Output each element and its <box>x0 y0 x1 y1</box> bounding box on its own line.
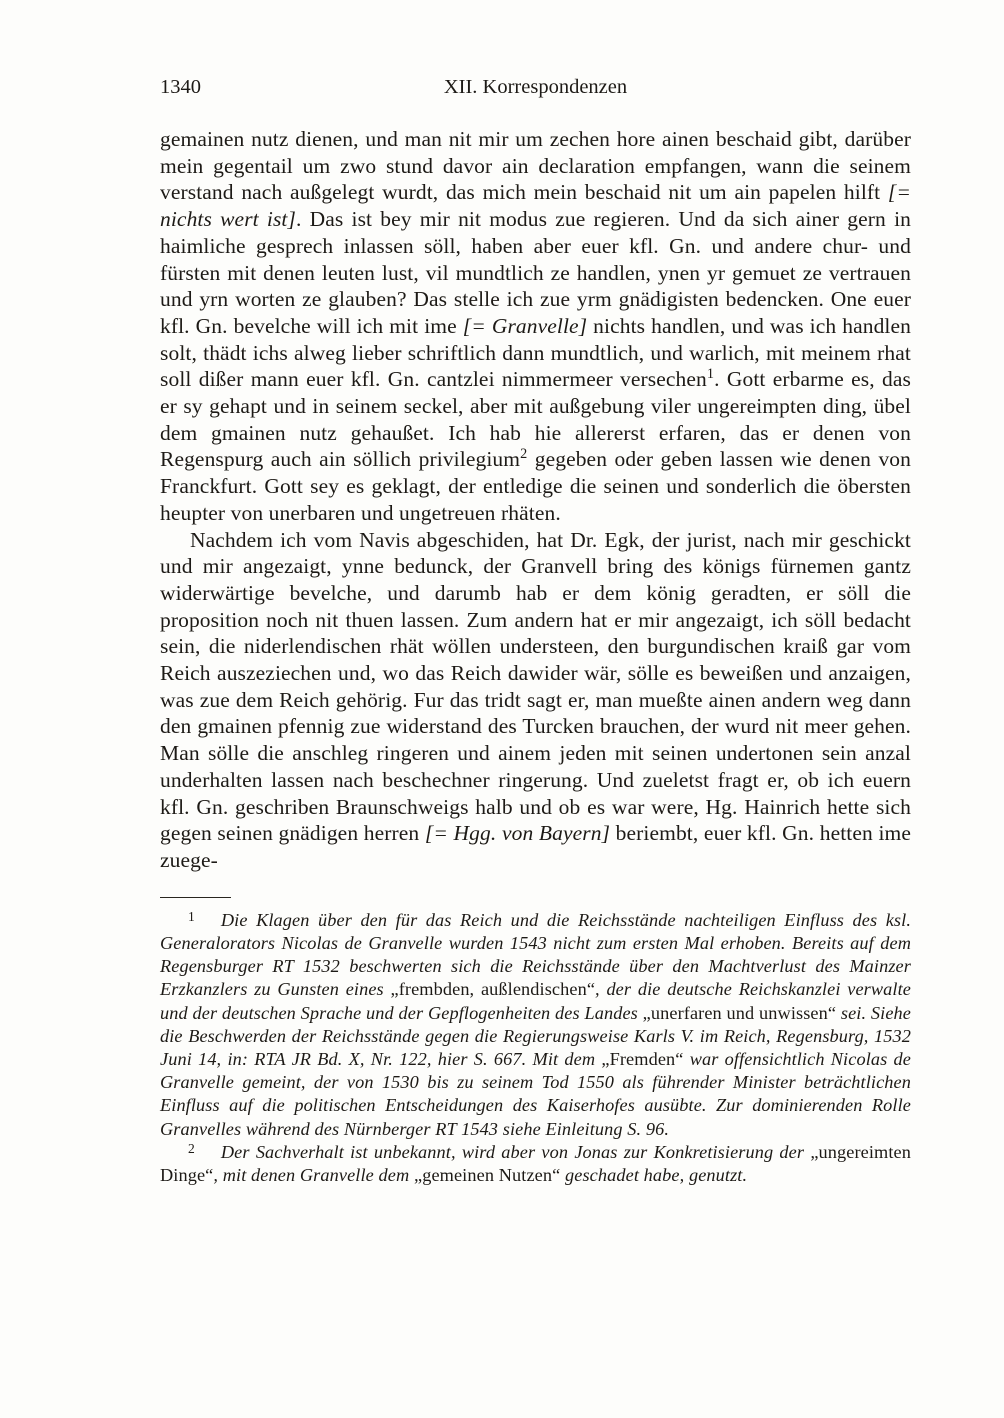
text-run: [= Hgg. von Bayern] <box>424 821 611 846</box>
footnote-number: 2 <box>188 1140 195 1156</box>
text-run: war offensichtlich Nicolas de Granvelle gemeint, der von 1530 bis zu seinem Tod 1550 als führender Minister beträchtlichen Einfluss auf die politischen Entscheidungen des Kaiserhofes ausübte. Zur dominierenden Rolle Granvelles während des Nürnberger RT 1543 siehe Einleitung S. 96. <box>160 1048 911 1139</box>
text-run: beriembt, euer kfl. Gn. hetten ime zuege- <box>160 821 912 872</box>
footnotes-section <box>160 897 911 1187</box>
footnote-reference-marker: 2 <box>520 446 528 463</box>
page-number: 1340 <box>160 76 201 98</box>
text-run: [= Granvelle] <box>462 313 588 338</box>
text-run: , der die deutsche Reichskanzlei verwalte und der deutschen Sprache und der Gepflogenheiten des Landes <box>160 979 911 1023</box>
footnote-2 <box>160 1141 911 1187</box>
text-run: nichts handlen, und was ich handlen solt, thädt ichs alweg lieber schriftlich dann mundtlich, und warlich, mit meinem rhat soll dißer mann euer kfl. Gn. cantzlei nimmermeer versechen <box>160 313 911 392</box>
text-run: gemainen nutz dienen, und man nit mir um zechen hore ainen beschaid gibt, darüber mein gegentail um zwo stund davor ain declaration empfangen, wann die seinem verstand nach außgelegt wurdt, das mich mein beschaid nit um ain papelen hilft <box>160 127 911 205</box>
footnote-number: 1 <box>188 908 195 924</box>
text-run: gegeben oder geben lassen wie denen von Franckfurt. Gott sey es geklagt, der entledige die seinen und sonderlich die öbersten heupter von unerbaren und ungetreuen rhäten. <box>160 447 911 525</box>
text-run: [= nichts wert ist] <box>160 180 911 232</box>
running-head-title: XII. Korrespondenzen <box>443 76 628 98</box>
footnote-separator-rule <box>160 897 231 898</box>
running-header <box>160 76 911 104</box>
page-content <box>160 76 911 1187</box>
text-run: . Gott erbarme es, das er sy gehapt und in seinem seckel, aber mit außgebung viler ungereimpten ding, übel dem gmainen nutz gehaußet. Ich hab hie allererst erfaren, das er denen von Regenspurg auch ain söllich privilegium <box>160 367 911 472</box>
text-run: „frembden, außlendischen“ <box>390 979 596 1000</box>
text-run: „Fremden“ <box>601 1048 684 1069</box>
text-run: geschadet habe, genutzt. <box>560 1164 748 1185</box>
text-run: , mit denen Granvelle dem <box>213 1164 414 1185</box>
body-paragraph-1 <box>160 126 911 527</box>
footnote-1 <box>160 909 911 1141</box>
text-run: „gemeinen Nutzen“ <box>413 1164 561 1185</box>
text-run: Der Sachverhalt ist unbekannt, wird aber von Jonas zur Konkretisierung der <box>220 1141 811 1162</box>
footnote-reference-marker: 1 <box>706 366 715 383</box>
text-run: „unerfaren und unwissen“ <box>642 1002 837 1023</box>
text-run: Nachdem ich vom Navis abgeschiden, hat Dr. Egk, der jurist, nach mir geschickt und mir angezaigt, ynne bedunck, der Granvell bring des königs fürnemen gantz widerwärtige bevelche, und darumb hab er dem könig geradten, er söll die proposition noch nit thuen lassen. Zum andern hat er mir angezaigt, ich söll bedacht sein, die niderlendischen rhät wöllen understeen, den burgundischen kraiß gar vom Reich auszeziechen und, wo das Reich dawider wär, sölle es beweißen und anzaigen, was zue dem Reich gehörig. Fur das tridt sagt er, man mueßte ainen andern weg dann den gmainen pfennig zue widerstand des Turcken brauchen, der wurd nit meer gehen. Man sölle die anschleg ringeren und ainem jeden mit seinen undertonen sein anzal underhalten lassen nach beschechner ringerung. Und zueletst fragt er, ob ich euern kfl. Gn. geschriben Braunschweigs halb und ob es war were, Hg. Hainrich hette sich gegen seinen gnädigen herren <box>160 527 911 846</box>
text-run: . Das ist bey mir nit modus zue regieren. Und da sich ainer gern in haimliche gesprech inlassen söll, haben aber euer kfl. Gn. und andere chur- und fürsten mit denen leuten lust, vil mundtlich ze handlen, ynen yr gemuet ze vertrauen und yrn worten ze glauben? Das stelle ich zue yrm gnädigisten bedencken. One euer kfl. Gn. bevelche will ich mit ime <box>160 207 911 338</box>
text-run: Die Klagen über den für das Reich und die Reichsstände nachteiligen Einfluss des ksl. Generalorators Nicolas de Granvelle wurden 1543 nicht zum ersten Mal erhoben. Bereits auf dem Regensburger RT 1532 beschwerten sich die Reichsstände über den Machtverlust des Mainzer Erzkanzlers zu Gunsten eines <box>160 909 911 1000</box>
text-run: sei. Siehe die Beschwerden der Reichsstände gegen die Regierungsweise Karls V. im Reich, Regensburg, 1532 Juni 14, in: RTA JR Bd. X, Nr. 122, hier S. 667. Mit dem <box>160 1002 911 1069</box>
main-text-block <box>160 126 911 874</box>
text-run: „ungereimten Dinge“ <box>160 1141 911 1185</box>
body-paragraph-2 <box>160 527 911 874</box>
